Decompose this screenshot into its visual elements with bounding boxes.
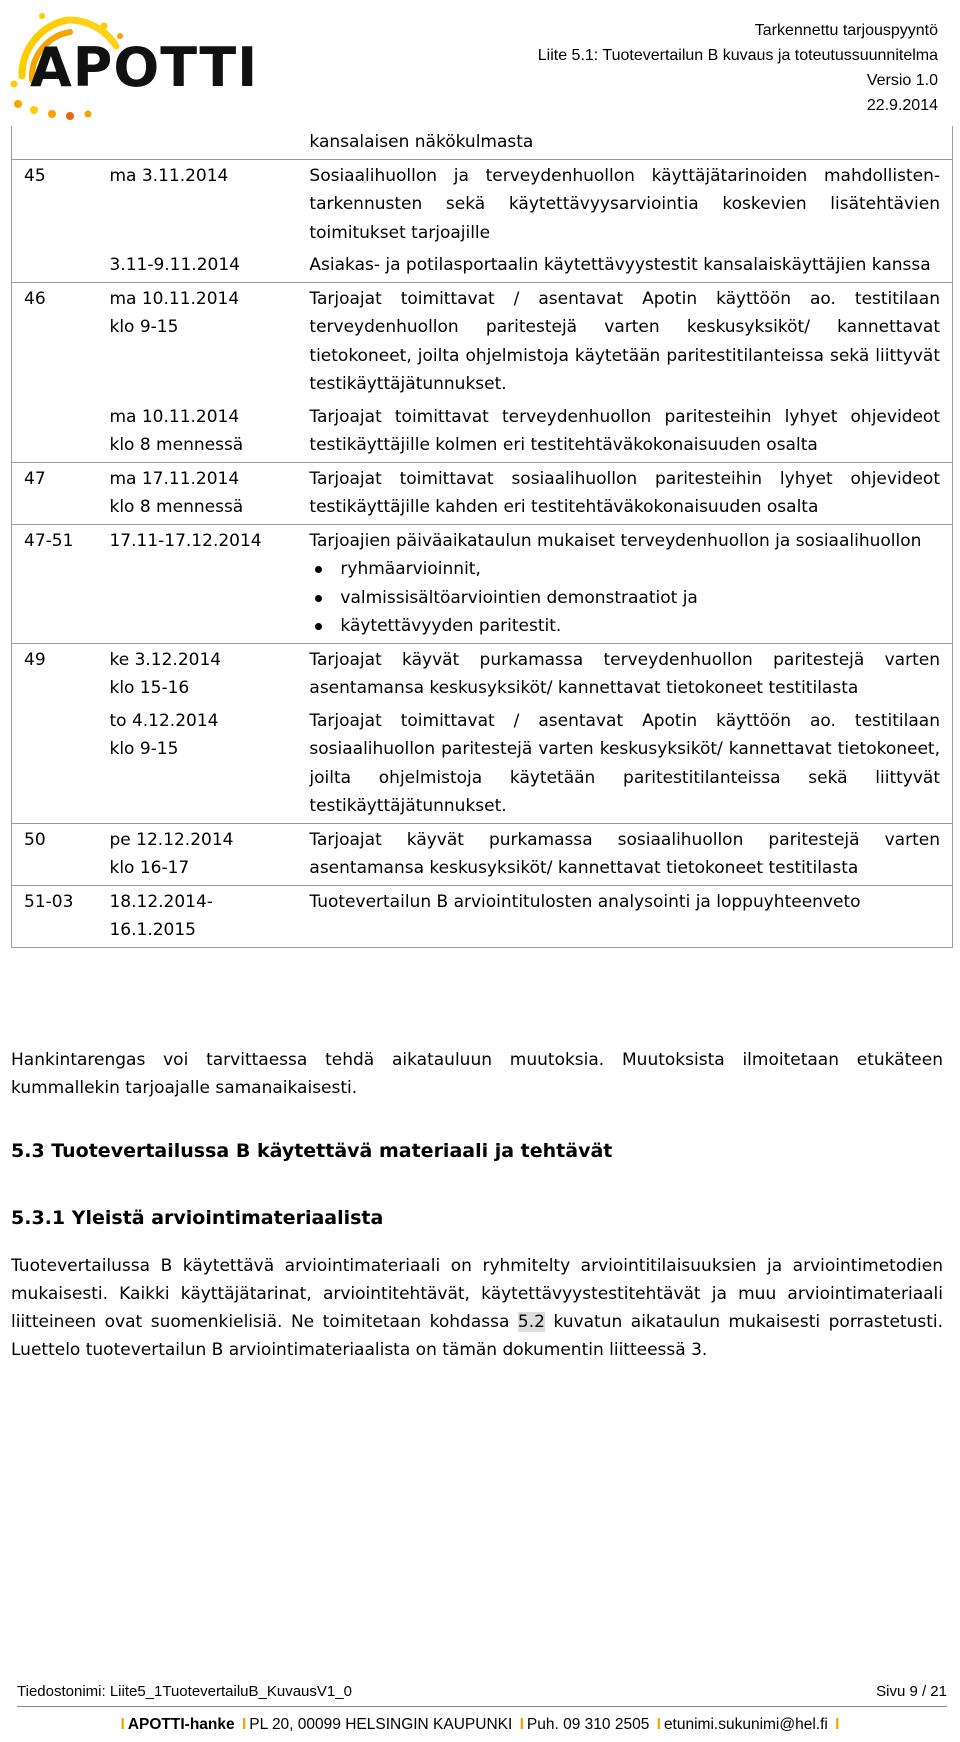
- apotti-logo: [8, 6, 259, 124]
- logo-text: APOTTI: [30, 36, 259, 99]
- table-row: [12, 643, 953, 705]
- date-cell: ma 3.11.2014: [97, 159, 297, 249]
- week-cell: [12, 705, 98, 824]
- description-cell: Tarjoajat toimittavat / asentavat Apotin käyttöön ao. testitilaan terveydenhuollon paritestejä varten keskusyksiköt/ kannettavat tietokoneet, joilta ohjelmistoja käytetään paritestitilanteissa sekä liittyvät testikäyttäjätunnukset.: [297, 282, 952, 401]
- footer-org: APOTTI-hanke: [127, 1716, 235, 1733]
- week-cell: [12, 249, 98, 282]
- date-cell: ma 10.11.2014 klo 9-15: [97, 282, 297, 401]
- table-row: [12, 524, 953, 643]
- list-item: valmissisältöarviointien demonstraatiot ja: [340, 584, 940, 613]
- section-heading: 5.3 Tuotevertailussa B käytettävä materiaali ja tehtävät: [11, 1140, 613, 1162]
- footer-phone: Puh. 09 310 2505: [526, 1716, 650, 1733]
- subsection-heading: 5.3.1 Yleistä arviointimateriaalista: [11, 1207, 384, 1229]
- activity-list: [309, 555, 940, 641]
- date-cell: 17.11-17.12.2014: [97, 524, 297, 643]
- table-row: [12, 885, 953, 947]
- footer-separator: I: [519, 1716, 524, 1733]
- doc-version: Versio 1.0: [866, 72, 938, 89]
- date-cell: ke 3.12.2014 klo 15-16: [97, 643, 297, 705]
- section-reference-link[interactable]: 5.2: [517, 1312, 545, 1332]
- schedule-table: [11, 126, 953, 948]
- date-cell: ma 17.11.2014 klo 8 mennessä: [97, 462, 297, 524]
- footer-separator: I: [656, 1716, 661, 1733]
- doc-title: Tarkennettu tarjouspyyntö: [754, 22, 938, 39]
- doc-date: 22.9.2014: [866, 97, 938, 114]
- date-cell: 3.11-9.11.2014: [109, 255, 240, 275]
- doc-subtitle: Liite 5.1: Tuotevertailun B kuvaus ja toteutussuunnitelma: [537, 47, 938, 64]
- description-cell: Tarjoajat käyvät purkamassa terveydenhuollon paritestejä varten asentamansa keskusyksiköt/ kannettavat tietokoneet testitilasta: [297, 643, 952, 705]
- material-paragraph: Tuotevertailussa B käytettävä arviointimateriaali on ryhmitelty arviointitilaisuuksien ja arviointimetodien mukaisesti. Kaikki käyttäjätarinat, arviointitehtävät, käytettävyystestitehtävät ja muu arviointimateriaali liitteineen ovat suomenkielisiä. Ne toimitetaan kohdassa 5.2 kuvatun aikataulun mukaisesti porrastetusti. Luettelo tuotevertailun B arviointimateriaalista on tämän dokumentin liitteessä 3.: [11, 1256, 943, 1360]
- date-cell: to 4.12.2014 klo 9-15: [109, 710, 219, 759]
- table-row: [12, 159, 953, 249]
- week-cell: 50: [12, 823, 98, 885]
- footer-separator: I: [835, 1716, 840, 1733]
- footer-page-number: Sivu 9 / 21: [876, 1683, 947, 1700]
- footer-separator: I: [120, 1716, 125, 1733]
- description-cell: Asiakas- ja potilasportaalin käytettävyystestit kansalaiskäyttäjien kanssa: [309, 255, 931, 275]
- week-cell: 46: [12, 282, 98, 401]
- document-header: [538, 18, 938, 118]
- table-row: [12, 705, 953, 824]
- list-item: ryhmäarvioinnit,: [340, 555, 940, 584]
- week-cell: 45: [12, 159, 98, 249]
- date-cell: [97, 126, 297, 159]
- table-row: [12, 823, 953, 885]
- list-item: käytettävyyden paritestit.: [340, 612, 940, 641]
- date-cell: 18.12.2014- 16.1.2015: [97, 885, 297, 947]
- week-cell: 47-51: [12, 524, 98, 643]
- table-row: [12, 401, 953, 463]
- week-cell: 49: [12, 643, 98, 705]
- table-row: [12, 126, 953, 159]
- table-row: [12, 462, 953, 524]
- description-cell: Tuotevertailun B arviointitulosten analysointi ja loppuyhteenveto: [297, 885, 952, 947]
- week-cell: [12, 126, 98, 159]
- footer-contact: [0, 1716, 960, 1734]
- footer-filename: Tiedostonimi: Liite5_1TuotevertailuB_KuvausV1_0: [17, 1683, 352, 1700]
- date-cell: pe 12.12.2014 klo 16-17: [97, 823, 297, 885]
- footer-email: etunimi.sukunimi@hel.fi: [663, 1716, 828, 1733]
- table-row: [12, 282, 953, 401]
- description-cell: Tarjoajat toimittavat terveydenhuollon paritesteihin lyhyet ohjevideot testikäyttäjille kolmen eri testitehtäväkokonaisuuden osalta: [309, 406, 940, 455]
- table-row: [12, 249, 953, 282]
- description-cell: Tarjoajat toimittavat / asentavat Apotin käyttöön ao. testitilaan sosiaalihuollon paritestejä varten keskusyksiköt/ kannettavat tietokoneet, joilta ohjelmistoja käytetään paritestitilanteissa sekä liittyvät testikäyttäjätunnukset.: [309, 710, 940, 816]
- footer-divider: [17, 1706, 947, 1707]
- footer-address: PL 20, 00099 HELSINGIN KAUPUNKI: [249, 1716, 513, 1733]
- description-cell: Tarjoajat toimittavat sosiaalihuollon paritesteihin lyhyet ohjevideot testikäyttäjille kahden eri testitehtäväkokonaisuuden osalta: [297, 462, 952, 524]
- schedule-note: Hankintarengas voi tarvittaessa tehdä aikatauluun muutoksia. Muutoksista ilmoitetaan etukäteen kummallekin tarjoajalle samanaikaisesti.: [11, 1050, 943, 1098]
- week-cell: 47: [12, 462, 98, 524]
- week-cell: 51-03: [12, 885, 98, 947]
- description-cell: Tarjoajat käyvät purkamassa sosiaalihuollon paritestejä varten asentamansa keskusyksiköt/ kannettavat tietokoneet testitilasta: [297, 823, 952, 885]
- footer-separator: I: [241, 1716, 247, 1733]
- date-cell: ma 10.11.2014 klo 8 mennessä: [109, 406, 244, 455]
- description-cell: Sosiaalihuollon ja terveydenhuollon käyttäjätarinoiden mahdollisten-tarkennusten sekä käytettävyysarviointia koskevien lisätehtävien toimitukset tarjoajille: [297, 159, 952, 249]
- week-cell: [12, 401, 98, 463]
- description-cell: kansalaisen näkökulmasta: [309, 132, 534, 152]
- description-cell: Tarjoajien päiväaikataulun mukaiset terveydenhuollon ja sosiaalihuollon ryhmäarvioinnit, valmissisältöarviointien demonstraatiot ja käytettävyyden paritestit.: [297, 524, 952, 643]
